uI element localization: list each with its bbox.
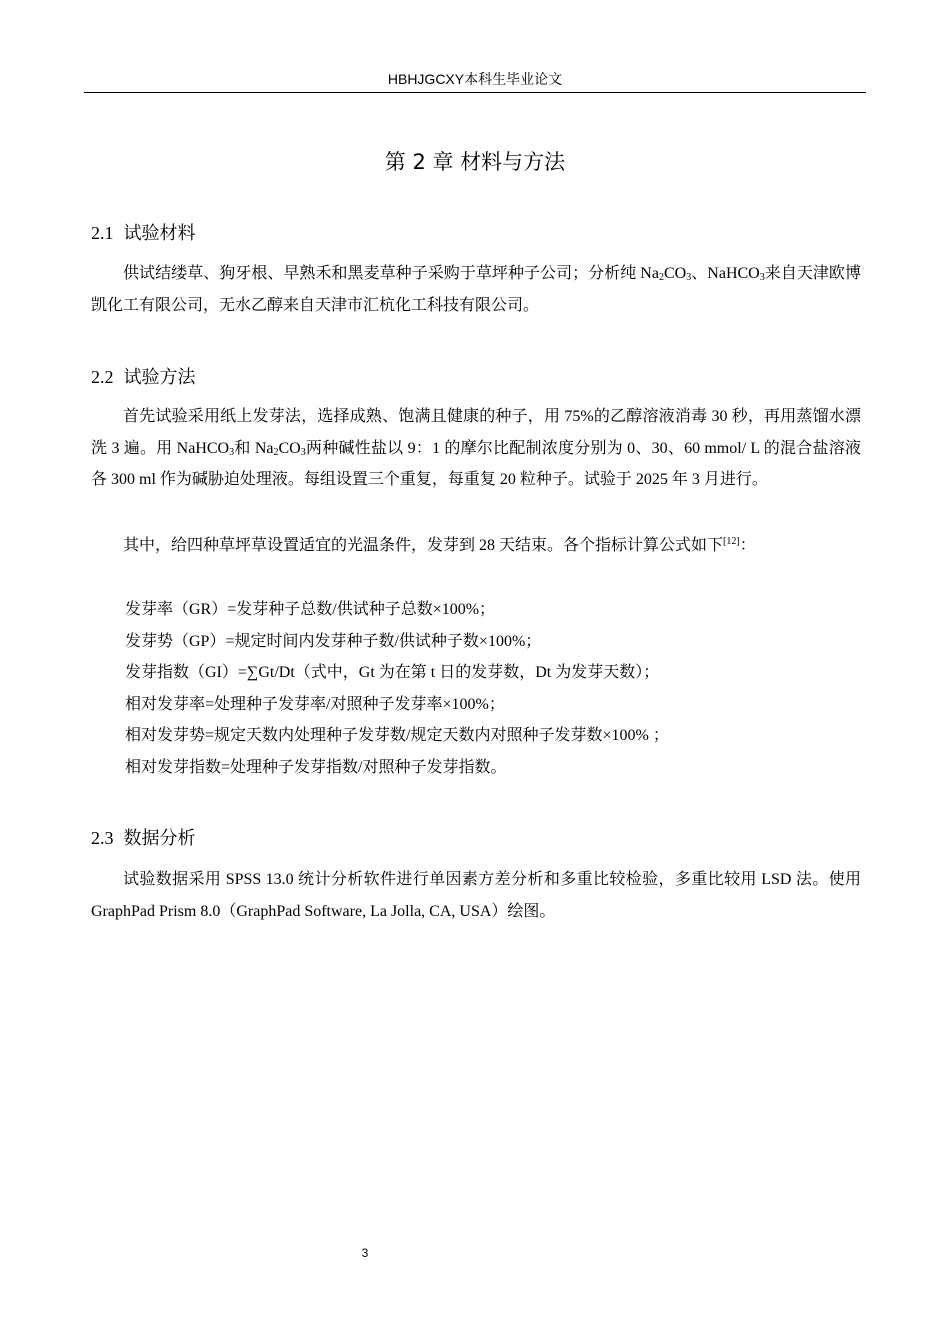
text-run: 来自天津欧博凯化工有限公司，无水乙醇来自天津市汇杭化工科技有限公司。 [91,265,861,314]
formula-relative-germination-rate: 相对发芽率=处理种子发芽率/对照种子发芽率×100%； [125,696,505,713]
formula-relative-germination-potential: 相对发芽势=规定天数内处理种子发芽数/规定天数内对照种子发芽数×100% ； [125,727,669,744]
text-run: 、NaHCO [691,265,760,282]
text-run: 其中，给四种草坪草设置适宜的光温条件，发芽到 28 天结束。各个指标计算公式如下 [123,537,724,554]
subscript: 2 [658,272,664,283]
text-run: 和 Na [234,439,274,457]
section-2-2-paragraph-2 [91,530,861,562]
text-run: CO [663,265,687,282]
section-title: 数据分析 [123,828,196,849]
section-heading-2-1 [91,220,196,247]
formula-relative-germination-index: 相对发芽指数=处理种子发芽指数/对照种子发芽指数。 [125,759,507,776]
page-number: 3 [361,1246,369,1260]
text-run: 首先试验采用纸上发芽法，选择成熟、饱满且健康的种子，用 75%的乙醇溶液消毒 30 秒，再用蒸馏水漂洗 3 遍。用 NaHCO [91,408,861,457]
section-title: 试验方法 [123,367,196,388]
section-number: 2.1 [91,223,114,243]
text-run: ： [739,537,756,554]
section-heading-2-3 [91,825,196,852]
header-divider [84,92,866,93]
section-2-1-paragraph [91,258,861,321]
subscript: 3 [229,446,235,458]
section-title: 试验材料 [123,223,196,244]
section-2-2-paragraph-1 [91,401,861,496]
subscript: 3 [300,446,306,458]
subscript: 2 [273,446,279,458]
text-run: CO [278,439,301,457]
subscript: 3 [759,272,765,283]
section-2-3-paragraph: 试验数据采用 SPSS 13.0 统计分析软件进行单因素方差分析和多重比较检验，多重比较用 LSD 法。使用 GraphPad Prism 8.0（GraphPad Software, La Jolla, CA, USA）绘图。 [91,871,861,920]
text-run: 供试结缕草、狗牙根、早熟禾和黑麦草种子采购于草坪种子公司；分析纯 Na [123,265,659,282]
formula-germination-potential: 发芽势（GP）=规定时间内发芽种子数/供试种子数×100%； [125,633,542,650]
formula-germination-rate: 发芽率（GR）=发芽种子总数/供试种子总数×100%； [125,601,496,618]
running-header: HBHJGCXY本科生毕业论文 [387,71,563,87]
section-number: 2.3 [91,828,114,848]
citation: [12] [723,536,740,547]
section-heading-2-2 [91,364,196,391]
formula-germination-index: 发芽指数（GI）=∑Gt/Dt（式中，Gt 为在第 t 日的发芽数，Dt 为发芽天数）； [125,664,660,681]
text-run: 两种碱性盐以 9：1 的摩尔比配制浓度分别为 0、30、60 mmol/ L 的混合盐溶液各 300 ml 作为碱胁迫处理液。每组设置三个重复，每重复 20 粒种子。试验于 2025 年 3 月进行。 [91,439,861,488]
subscript: 3 [686,272,692,283]
section-number: 2.2 [91,367,114,387]
chapter-title: 第 2 章 材料与方法 [384,150,566,174]
